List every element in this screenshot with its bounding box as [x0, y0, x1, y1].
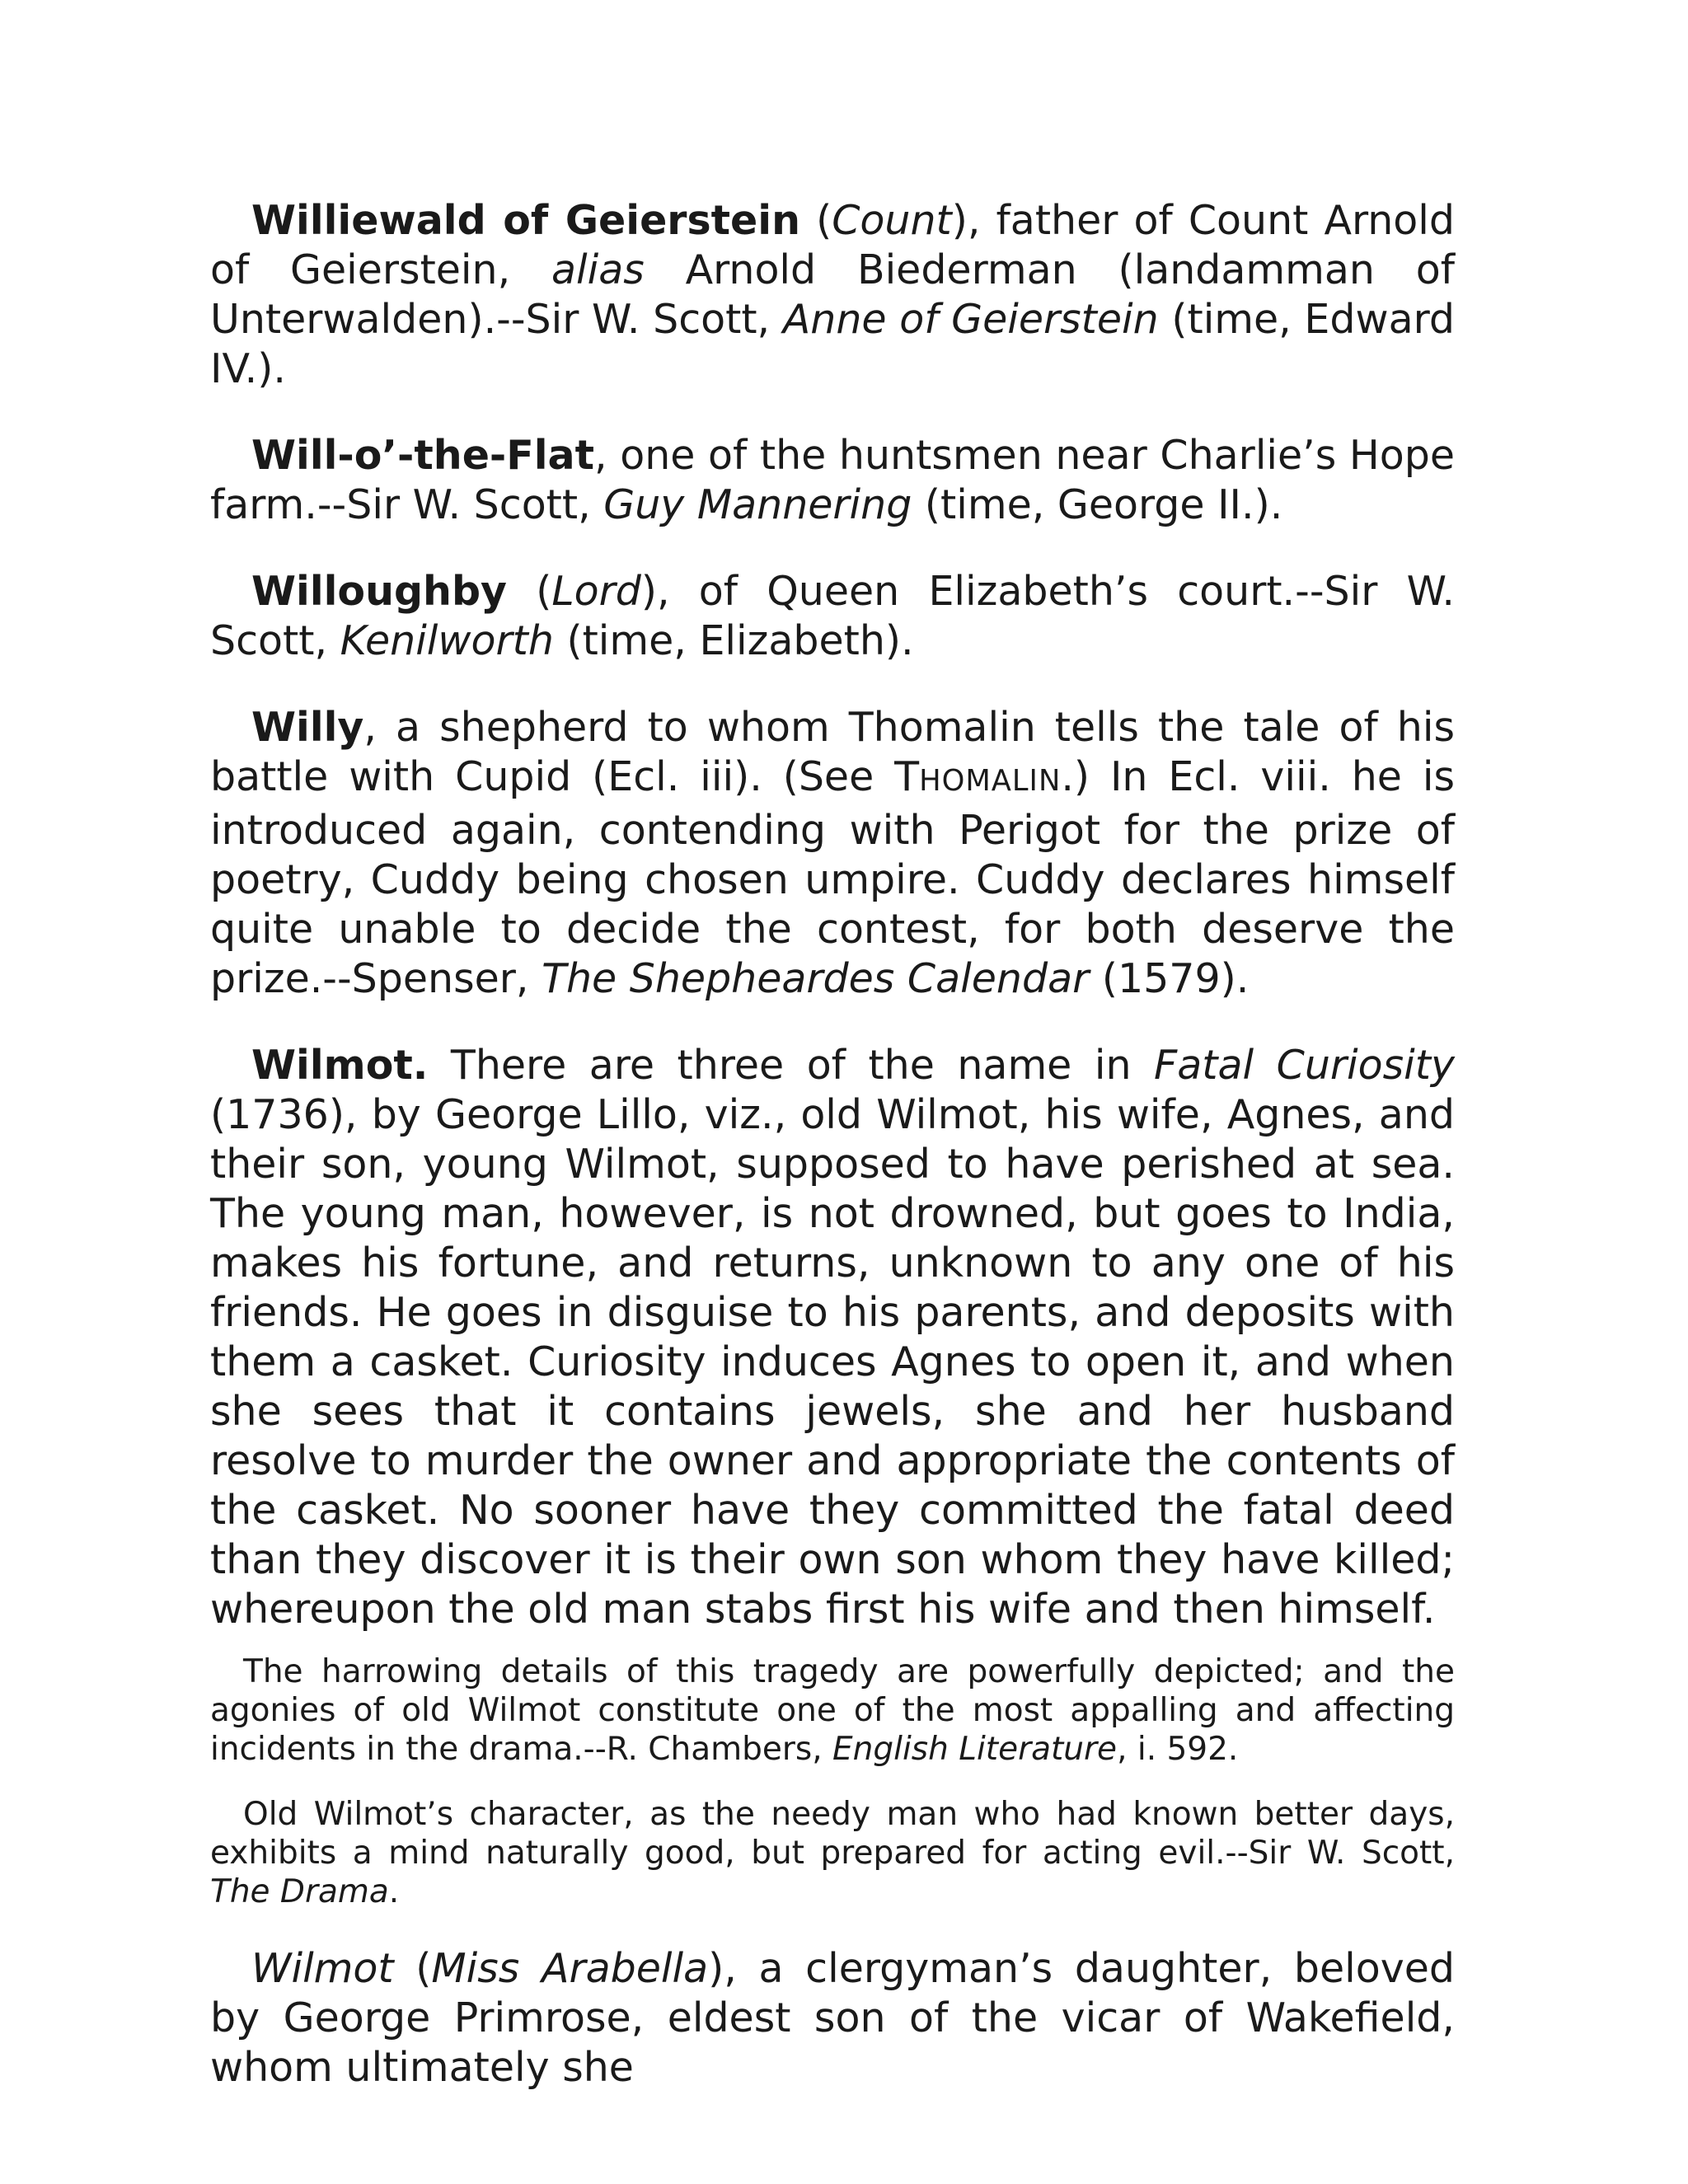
headword: Wilmot [251, 1945, 394, 1992]
work-title: English Literature [832, 1731, 1118, 1768]
work-title: The Shepheardes Calendar [542, 955, 1090, 1002]
headword: Willy [251, 704, 364, 751]
entry-willy: Willy, a shepherd to whom Thomalin tells the tale of his battle with Cupid (Ecl. iii). (See THOMALIN.) In Ecl. viii. he is introduced again, contending with Perigot for the prize of poetry, Cuddy being chosen umpire. Cuddy declares himself quite unable to decide the contest, for both deserve the prize.--Spenser, The Shepheardes Calendar (1579). [210, 704, 1455, 1002]
headword: Will-o’-the-Flat [251, 432, 595, 479]
document-page [210, 196, 1455, 2130]
work-title: The Drama [210, 1873, 389, 1910]
cross-reference: THOMALIN [894, 753, 1062, 800]
quotation-chambers: The harrowing details of this tragedy are powerfully depicted; and the agonies of old Wilmot constitute one of the most appalling and affecting incidents in the drama.--R. Chambers, English Literature, i. 592. [210, 1653, 1455, 1768]
entry-williewald: Williewald of Geierstein (Count), father of Count Arnold of Geierstein, alias Arnold Biederman (landamman of Unterwalden).--Sir W. Scott, Anne of Geierstein (time, Edward IV.). [210, 197, 1456, 392]
headword: Wilmot. [251, 1042, 429, 1089]
work-title: Guy Mannering [603, 481, 912, 528]
work-title: Kenilworth [340, 617, 554, 664]
entry-will-o-the-flat: Will-o’-the-Flat, one of the huntsmen near Charlie’s Hope farm.--Sir W. Scott, Guy Mannering (time, George II.). [210, 432, 1455, 528]
work-title: Anne of Geierstein [782, 296, 1159, 343]
headword: Willoughby [251, 568, 507, 615]
work-title: Fatal Curiosity [1154, 1042, 1455, 1089]
headword: Williewald of Geierstein [251, 197, 800, 244]
entry-wilmot-arabella: Wilmot (Miss Arabella), a clergyman’s daughter, beloved by George Primrose, eldest son of the vicar of Wakefield, whom ultimately she [210, 1945, 1455, 2091]
quotation-scott: Old Wilmot’s character, as the needy man who had known better days, exhibits a mind naturally good, but prepared for acting evil.--Sir W. Scott, The Drama. [210, 1796, 1455, 1910]
entry-wilmot: Wilmot. There are three of the name in Fatal Curiosity (1736), by George Lillo, viz., old Wilmot, his wife, Agnes, and their son, young Wilmot, supposed to have perished at sea. The young man, however, is not drowned, but goes to India, makes his fortune, and returns, unknown to any one of his friends. He goes in disguise to his parents, and deposits with them a casket. Curiosity induces Agnes to open it, and when she sees that it contains jewels, she and her husband resolve to murder the owner and appropriate the contents of the casket. No sooner have they committed the fatal deed than they discover it is their own son whom they have killed; whereupon the old man stabs first his wife and then himself. [210, 1042, 1455, 1633]
entry-willoughby: Willoughby (Lord), of Queen Elizabeth’s court.--Sir W. Scott, Kenilworth (time, Elizabeth). [210, 568, 1455, 664]
